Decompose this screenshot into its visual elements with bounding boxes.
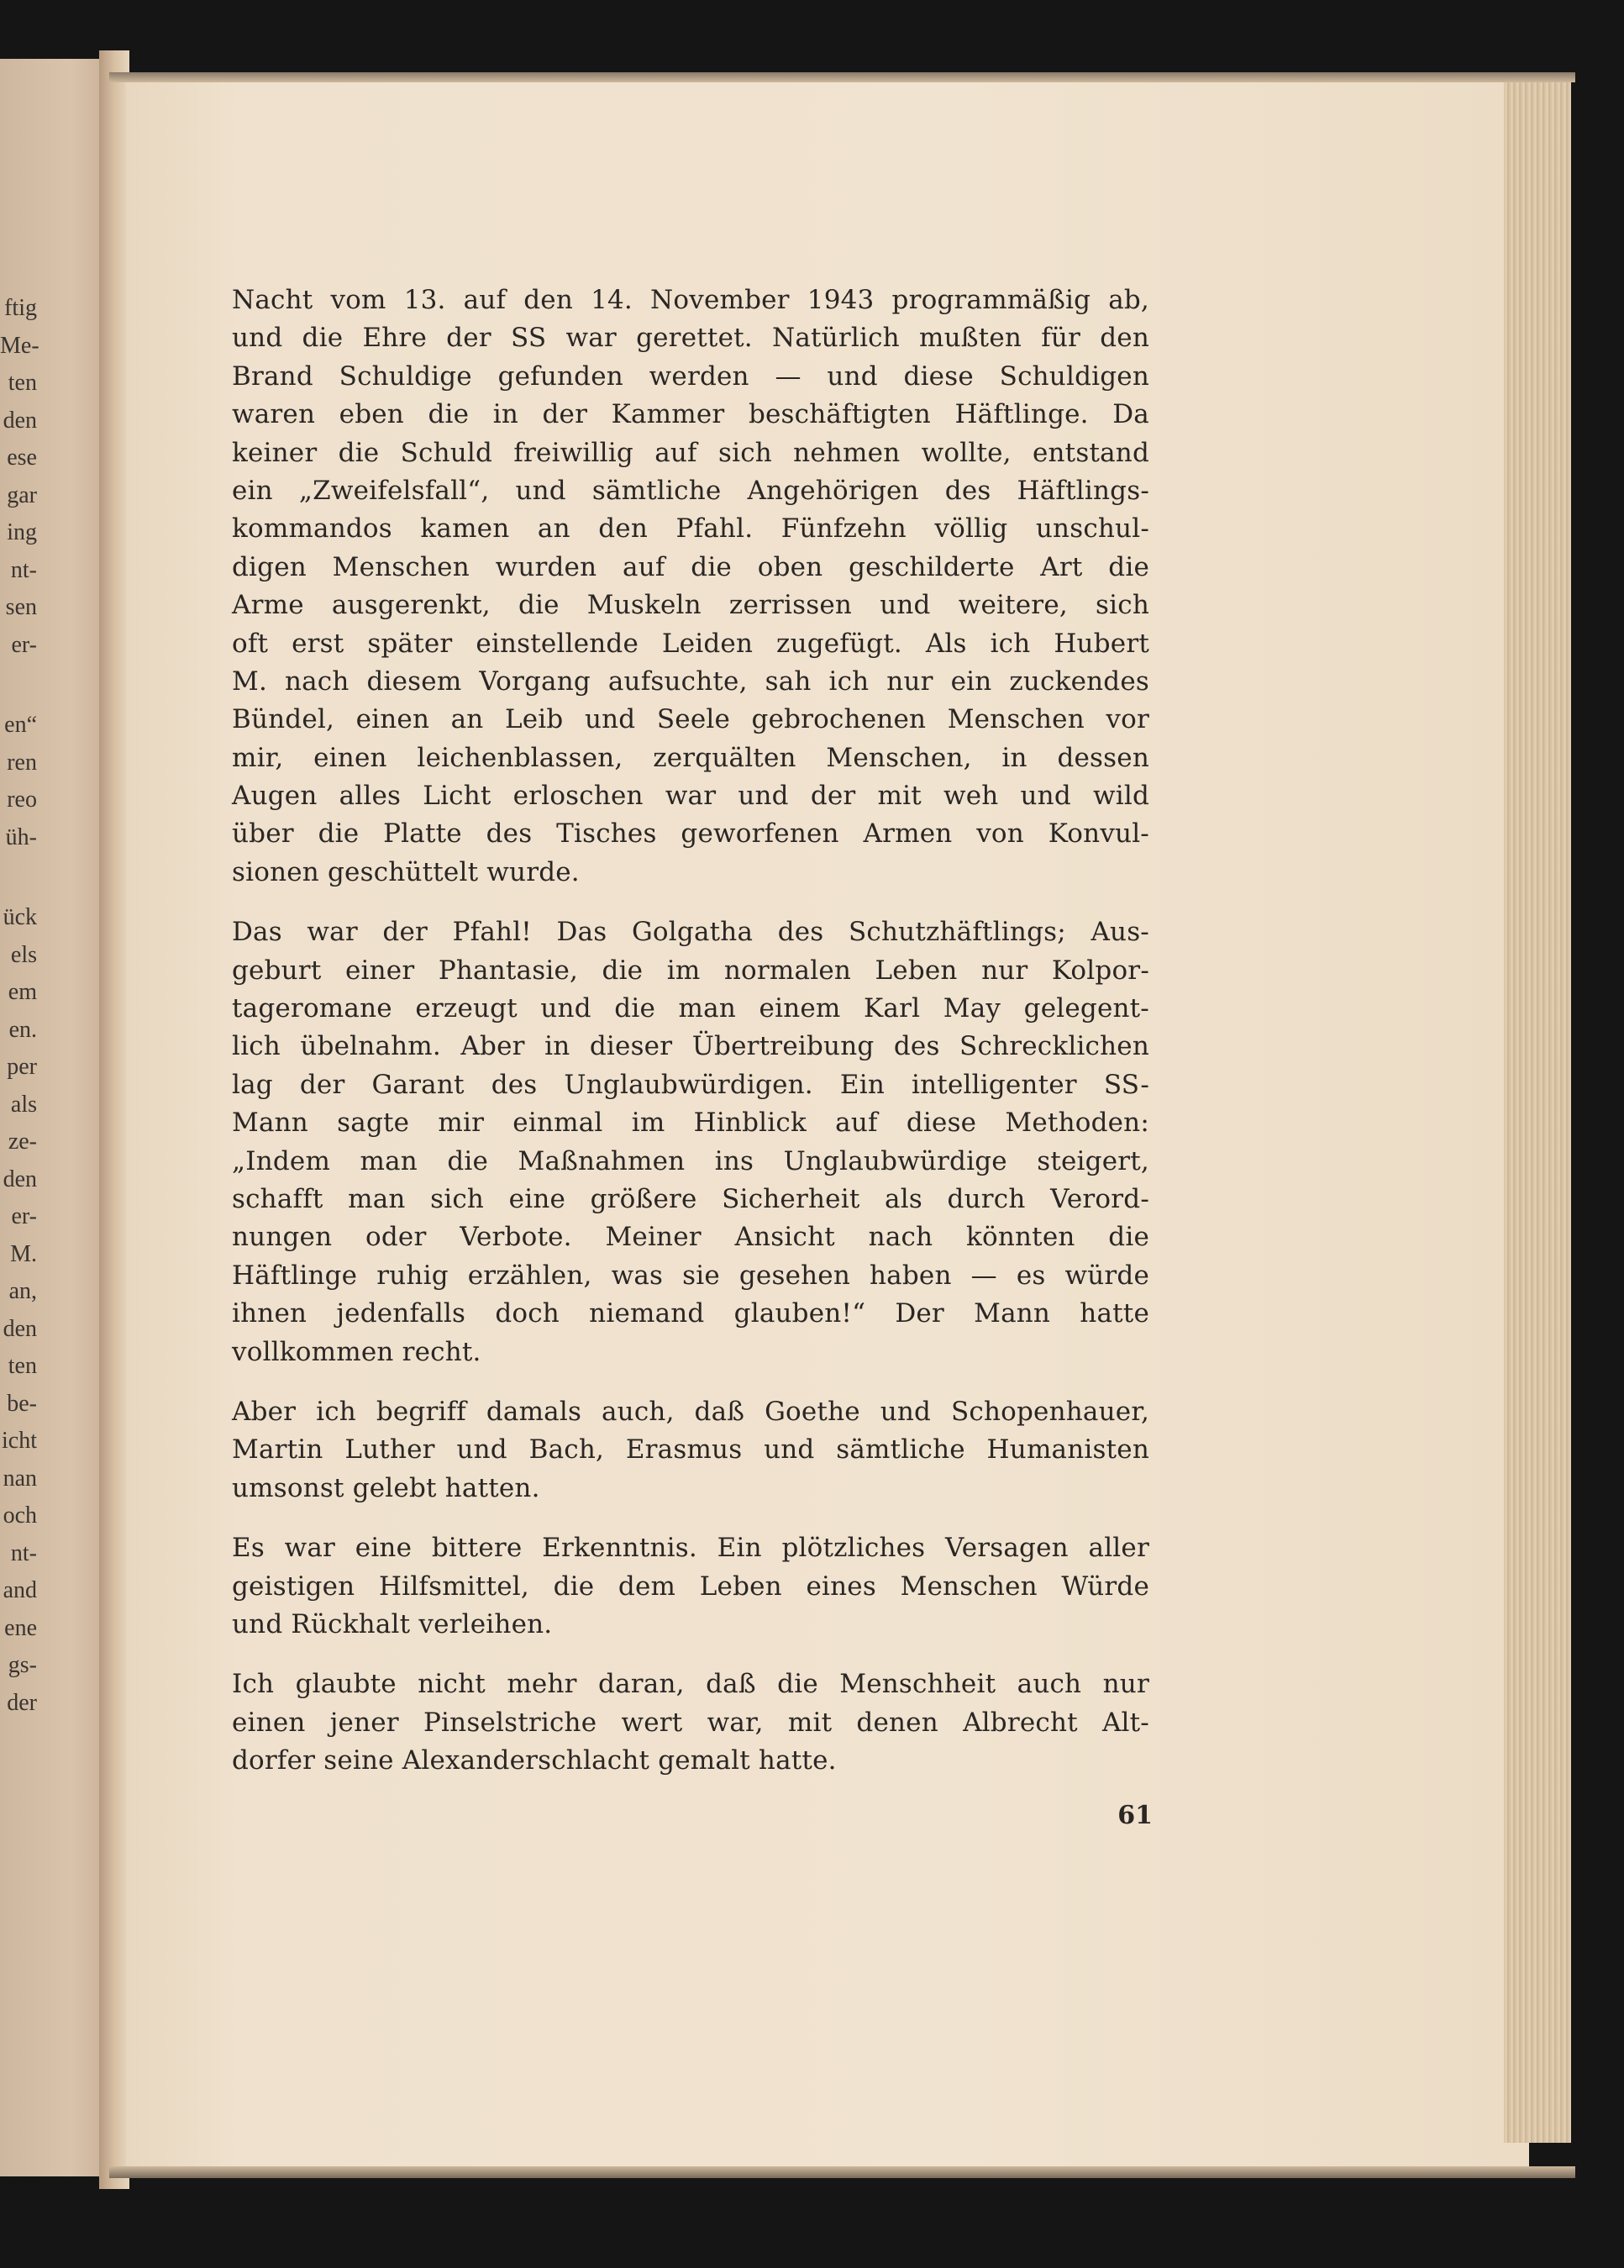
text-line: und Rückhalt verleihen. [232, 1608, 553, 1639]
left-page-fragment: en. [8, 1016, 37, 1043]
text-line: geistigen Hilfsmittel, die dem Leben eines Menschen Würde [232, 1571, 1149, 1602]
left-page-fragment: er- [11, 631, 37, 658]
text-line: Brand Schuldige gefunden werden — und diese Schuldigen [232, 360, 1149, 392]
left-page-fragment: ese [7, 445, 37, 471]
text-line: ihnen jedenfalls doch niemand glauben!“ Der Mann hatte [232, 1298, 1149, 1329]
text-line: umsonst gelebt hatten. [232, 1472, 540, 1503]
text-line: oft erst später einstellende Leiden zugefügt. Als ich Hubert [232, 628, 1149, 659]
text-line: nungen oder Verbote. Meiner Ansicht nach könnten die [232, 1222, 1149, 1253]
text-line: dorfer seine Alexanderschlacht gemalt hatte. [232, 1745, 837, 1776]
text-line: einen jener Pinselstriche wert war, mit denen Albrecht Alt- [232, 1707, 1149, 1738]
left-page-fragment: ten [8, 370, 37, 396]
left-page-fragment: gar [7, 481, 37, 508]
text-line: ein „Zweifelsfall“, und sämtliche Angehörigen des Häftlings- [232, 475, 1149, 506]
left-page-fragment: er- [11, 1203, 37, 1229]
left-page-fragment: en“ [4, 712, 37, 738]
paragraph [232, 1529, 1149, 1644]
left-page-fragment: ze- [8, 1129, 37, 1155]
gutter [99, 50, 129, 2189]
left-page-fragment [0, 664, 37, 707]
left-page-fragment: ene [4, 1614, 37, 1641]
left-page-fragment: an, [8, 1278, 37, 1304]
page-edges [1504, 80, 1571, 2143]
text-line: Nacht vom 13. auf den 14. November 1943 programmäßig ab, [232, 285, 1149, 315]
text-line: waren eben die in der Kammer beschäftigten Häftlinge. Da [232, 399, 1149, 430]
text-line: M. nach diesem Vorgang aufsuchte, sah ich nur ein zuckendes [232, 666, 1149, 697]
text-line: schafft man sich eine größere Sicherheit als durch Verord- [232, 1183, 1149, 1214]
left-page-fragment: üh- [5, 824, 37, 850]
left-page-fragment: els [10, 941, 37, 968]
left-page-fragment: be- [7, 1390, 37, 1417]
left-page-fragment: per [7, 1054, 37, 1080]
text-line: mir, einen leichenblassen, zerquälten Menschen, in dessen [232, 742, 1149, 773]
text-line: und die Ehre der SS war gerettet. Natürlich mußten für den [232, 323, 1149, 354]
left-page-fragment: den [3, 407, 37, 434]
text-line: sionen geschüttelt wurde. [232, 856, 580, 887]
left-page-fragment: icht [2, 1428, 37, 1454]
left-page-fragment: M. [10, 1240, 37, 1267]
text-line: Martin Luther und Bach, Erasmus und sämtliche Humanisten [232, 1434, 1149, 1466]
text-line: keiner die Schuld freiwillig auf sich nehmen wollte, entstand [232, 437, 1149, 468]
text-line: Ich glaubte nicht mehr daran, daß die Menschheit auch nur [232, 1669, 1149, 1700]
text-line: Augen alles Licht erloschen war und der mit weh und wild [232, 781, 1149, 812]
left-page-fragment: och [3, 1502, 37, 1529]
left-page-fragment: nan [3, 1465, 37, 1492]
left-page-fragment: and [3, 1577, 37, 1603]
left-page-fragment: den [3, 1166, 37, 1192]
text-line: Aber ich begriff damals auch, daß Goethe und Schopenhauer, [232, 1396, 1149, 1427]
text-line: Häftlinge ruhig erzählen, was sie gesehen haben — es würde [232, 1260, 1149, 1291]
left-page-fragment: em [8, 979, 37, 1005]
left-page-fragment: gs- [8, 1652, 37, 1678]
text-line: geburt einer Phantasie, die im normalen Leben nur Kolpor- [232, 955, 1149, 986]
left-page-fragment: ren [7, 749, 37, 776]
left-page-text-fragments [0, 290, 37, 1722]
top-page-edge [109, 72, 1575, 82]
text-line: Arme ausgerenkt, die Muskeln zerrissen und weitere, sich [232, 590, 1149, 621]
left-page-fragment: Me- [0, 332, 39, 359]
paragraph [232, 1393, 1149, 1508]
left-page-fragment: ten [8, 1353, 37, 1379]
left-page-fragment: reo [7, 787, 37, 813]
left-page-fragment: den [3, 1315, 37, 1342]
text-line: vollkommen recht. [232, 1336, 481, 1367]
bottom-page-edge [109, 2166, 1575, 2178]
left-page-fragment: als [10, 1091, 37, 1118]
text-line: „Indem man die Maßnahmen ins Unglaubwürdige steigert, [232, 1145, 1149, 1176]
text-line: lich übelnahm. Aber in dieser Übertreibung des Schrecklichen [232, 1031, 1149, 1062]
text-line: Das war der Pfahl! Das Golgatha des Schutzhäftlings; Aus- [232, 917, 1149, 948]
text-line: tageromane erzeugt und die man einem Karl May gelegent- [232, 993, 1149, 1024]
text-line: lag der Garant des Unglaubwürdigen. Ein intelligenter SS- [232, 1069, 1149, 1100]
left-page-fragment [0, 856, 37, 899]
text-line: digen Menschen wurden auf die oben geschilderte Art die [232, 551, 1149, 582]
left-page-fragment: ing [7, 519, 37, 545]
paragraph [232, 1665, 1149, 1780]
page-body-text [232, 282, 1149, 1802]
left-page-fragment: nt- [10, 556, 37, 583]
left-page-fragment: nt- [10, 1539, 37, 1566]
text-line: kommandos kamen an den Pfahl. Fünfzehn völlig unschul- [232, 513, 1149, 545]
text-line: Bündel, einen an Leib und Seele gebrochenen Menschen vor [232, 704, 1149, 735]
paragraph [232, 913, 1149, 1371]
left-page-fragment: ück [3, 904, 37, 930]
left-page-fragment: sen [5, 594, 37, 620]
paragraph [232, 282, 1149, 892]
left-page-fragment: ftig [4, 295, 37, 321]
text-line: Mann sagte mir einmal im Hinblick auf diese Methoden: [232, 1108, 1149, 1139]
text-line: Es war eine bittere Erkenntnis. Ein plötzliches Versagen aller [232, 1533, 1149, 1564]
page-number: 61 [1117, 1801, 1153, 1830]
text-line: über die Platte des Tisches geworfenen Armen von Konvul- [232, 818, 1149, 850]
left-page-fragment: der [7, 1689, 37, 1716]
